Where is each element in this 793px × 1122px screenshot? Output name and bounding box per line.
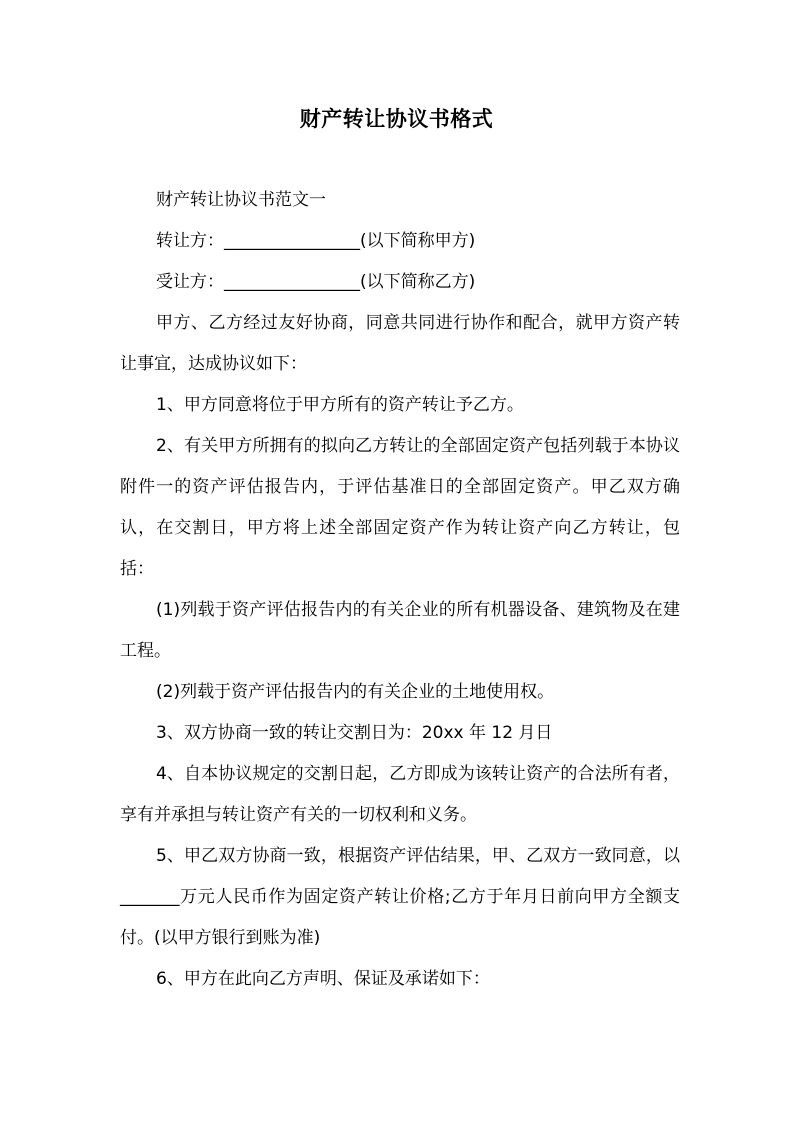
paragraph-transferor: 转让方：________________(以下简称甲方): [156, 231, 476, 251]
paragraph-preamble: 甲方、乙方经过友好协商，同意共同进行协作和配合，就甲方资产转让事宜，达成协议如下：: [120, 313, 680, 374]
clause-2-item-1: (1)列载于资产评估报告内的有关企业的所有机器设备、建筑物及在建工程。: [120, 600, 680, 661]
document-body: [120, 180, 680, 1000]
clause-2: 2、有关甲方所拥有的拟向乙方转让的全部固定资产包括列载于本协议附件一的资产评估报告内，于评估基准日的全部固定资产。甲乙双方确认，在交割日，甲方将上述全部固定资产作为转让资产向乙方转让，包括：: [120, 436, 680, 579]
clause-5: 5、甲乙双方协商一致，根据资产评估结果，甲、乙双方一致同意，以_______万元人民币作为固定资产转让价格;乙方于年月日前向甲方全额支付。(以甲方银行到账为准): [120, 846, 680, 948]
paragraph-transferee: 受让方：________________(以下简称乙方): [156, 272, 476, 292]
clause-4: 4、自本协议规定的交割日起，乙方即成为该转让资产的合法所有者，享有并承担与转让资产有关的一切权利和义务。: [120, 764, 680, 825]
clause-3: 3、双方协商一致的转让交割日为：20xx 年 12 月日: [156, 723, 553, 743]
document-title: 财产转让协议书格式: [299, 107, 494, 131]
clause-2-item-2: (2)列载于资产评估报告内的有关企业的土地使用权。: [156, 682, 555, 702]
clause-1: 1、甲方同意将位于甲方所有的资产转让予乙方。: [156, 395, 524, 415]
clause-6: 6、甲方在此向乙方声明、保证及承诺如下：: [156, 969, 490, 989]
paragraph-subtitle: 财产转让协议书范文一: [156, 190, 326, 210]
